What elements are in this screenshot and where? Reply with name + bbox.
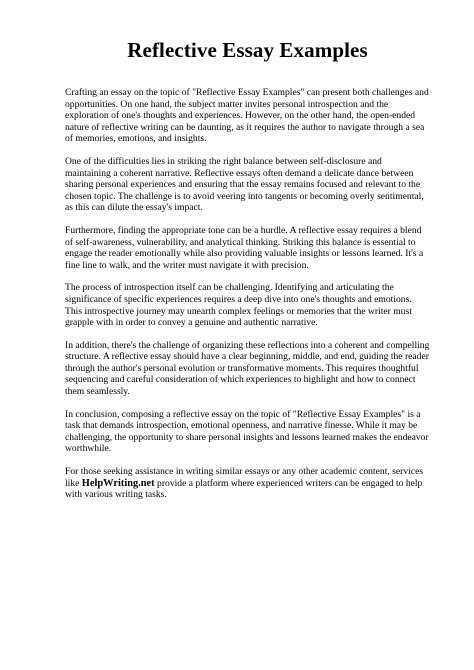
paragraph-5: In addition, there's the challenge of organizing these reflections into a coherent and compelling structure. A reflective essay should have a clear beginning, middle, and end, guiding the reader through the author's personal evolution or transformative moments. This requires thoughtful sequencing and careful consideration of which experiences to highlight and how to connect them seamlessly.	[65, 339, 430, 398]
paragraph-2: One of the difficulties lies in striking the right balance between self-disclosure and maintaining a coherent narrative. Reflective essays often demand a delicate dance between sharing personal experiences and ensuring that the essay remains focused and relevant to the chosen topic. The challenge is to avoid veering into tangents or becoming overly sentimental, as this can dilute the essay's impact.	[65, 155, 424, 214]
paragraph-4: The process of introspection itself can be challenging. Identifying and articulating the significance of specific experiences requires a deep dive into one's thoughts and emotions. This introspective journey may unearth complex feelings or memories that the writer must grapple with in order to convey a genuine and authentic narrative.	[65, 282, 412, 329]
closing-text-after: provide a platform where experienced writers can be engaged to help with various writing tasks.	[65, 477, 423, 501]
closing-paragraph	[65, 466, 430, 501]
paragraph-6: In conclusion, composing a reflective essay on the topic of "Reflective Essay Examples" is a task that demands introspection, emotional openness, and narrative finesse. While it may be challenging, the opportunity to share personal insights and lessons learned makes the endeavor worthwhile.	[65, 408, 429, 455]
document-title: Reflective Essay Examples	[127, 38, 368, 62]
closing-text-before: For those seeking assistance in writing similar essays or any other academic content, services like	[65, 466, 424, 489]
paragraph-1: Crafting an essay on the topic of "Reflective Essay Examples" can present both challenges and opportunities. On one hand, the subject matter invites personal introspection and the exploration of one's thoughts and experiences. However, on the other hand, the open-ended nature of reflective writing can be daunting, as it requires the author to navigate through a sea of memories, emotions, and insights.	[65, 87, 429, 145]
paragraph-3: Furthermore, finding the appropriate tone can be a hurdle. A reflective essay requires a blend of self-awareness, vulnerability, and analytical thinking. Striking this balance is essential to engage the reader emotionally while also providing valuable insights or lessons learned. It's a fine line to walk, and the writer must navigate it with precision.	[65, 224, 424, 271]
helpwriting-link[interactable]: HelpWriting.net	[81, 477, 155, 489]
